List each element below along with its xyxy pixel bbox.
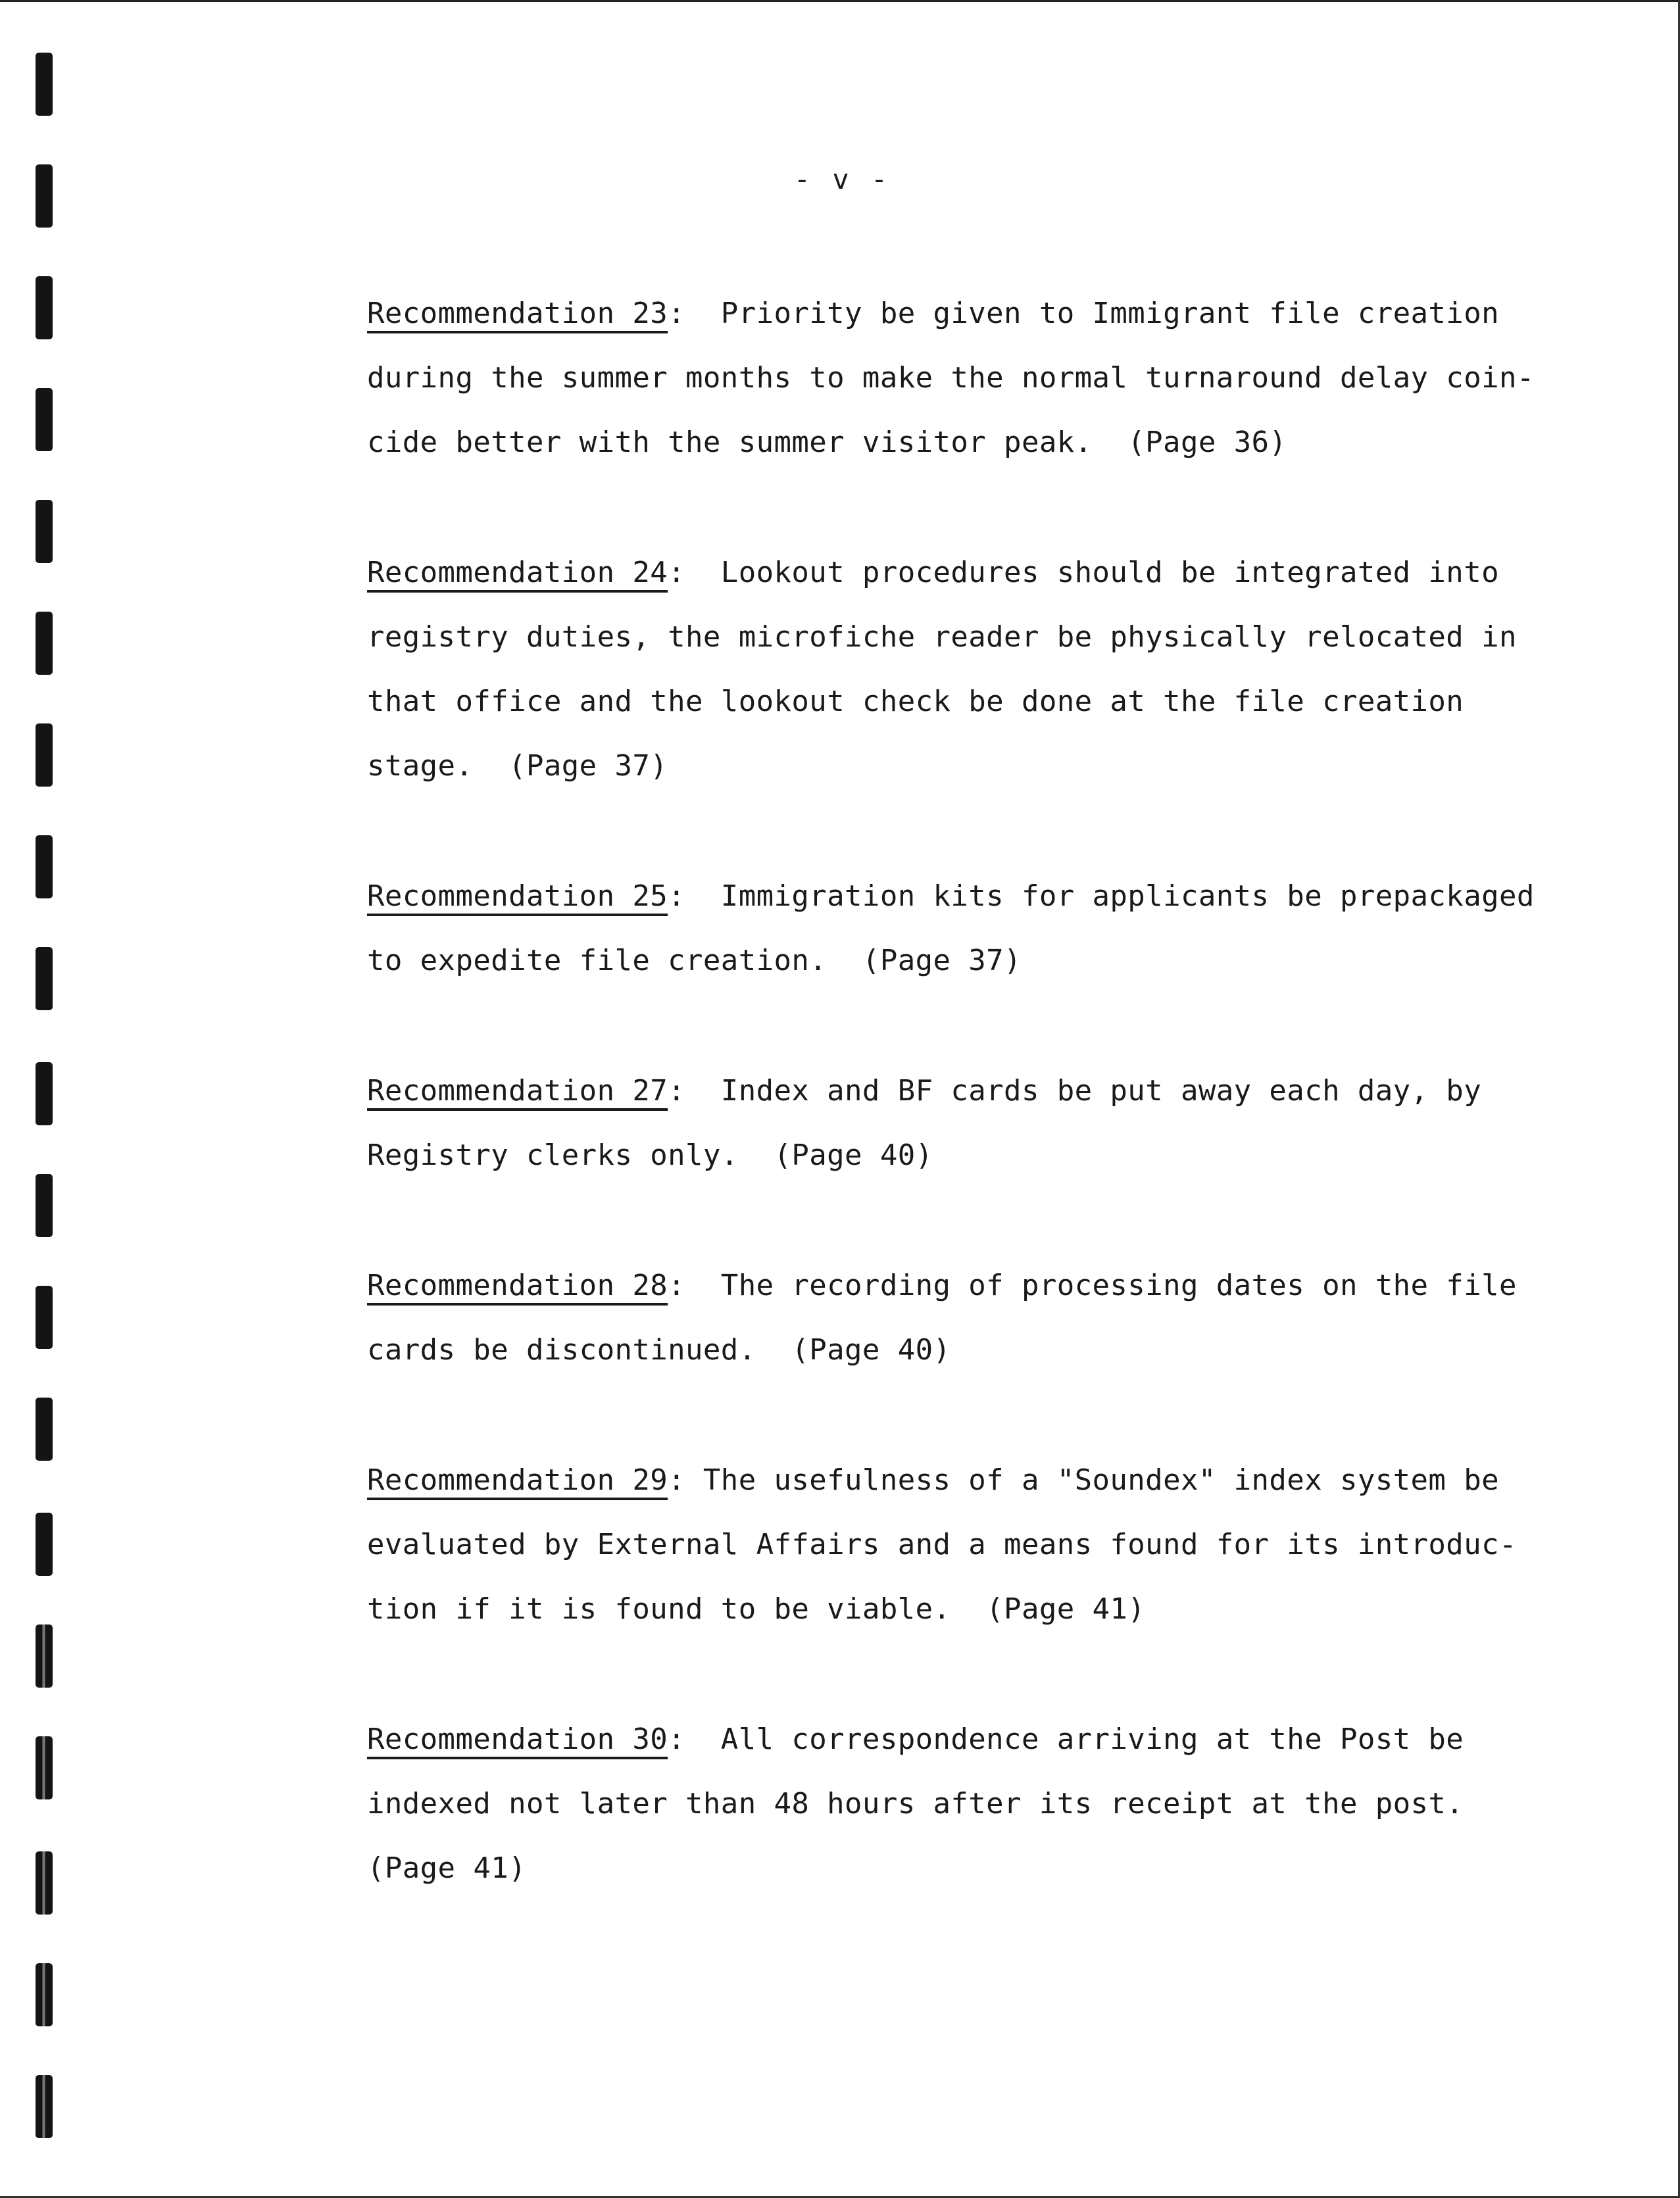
recommendation-text: stage. (Page 37) (367, 749, 668, 783)
recommendations-list (367, 281, 1535, 1966)
recommendation-first-line (367, 1448, 1499, 1513)
recommendation-24 (367, 541, 1517, 798)
binder-hole (36, 1624, 53, 1688)
binder-hole (36, 835, 53, 898)
recommendation-23 (367, 281, 1535, 475)
recommendation-first-line (367, 864, 1535, 929)
recommendation-text: (Page 41) (367, 1851, 527, 1885)
binder-hole (36, 1062, 53, 1125)
recommendation-first-line (367, 541, 1499, 605)
binder-hole (36, 1851, 53, 1915)
binder-hole (36, 276, 53, 339)
recommendation-first-line (367, 1707, 1464, 1772)
recommendation-text: that office and the lookout check be done at the file creation (367, 685, 1464, 718)
recommendation-29 (367, 1448, 1517, 1642)
binder-hole (36, 500, 53, 563)
recommendation-text: : Immigration kits for applicants be prepackaged (668, 879, 1535, 913)
recommendation-text: cards be discontinued. (Page 40) (367, 1333, 951, 1367)
recommendation-text: : The usefulness of a "Soundex" index system be (668, 1463, 1499, 1497)
recommendation-text: tion if it is found to be viable. (Page 41) (367, 1592, 1146, 1626)
recommendation-first-line (367, 281, 1499, 346)
recommendation-text: Registry clerks only. (Page 40) (367, 1138, 933, 1172)
recommendation-text: during the summer months to make the normal turnaround delay coin- (367, 361, 1535, 395)
binder-hole (36, 947, 53, 1010)
binder-hole (36, 1963, 53, 2026)
binder-hole (36, 164, 53, 228)
recommendation-first-line (367, 1059, 1482, 1123)
binder-hole (36, 53, 53, 116)
binder-hole (36, 1736, 53, 1799)
recommendation-28 (367, 1254, 1517, 1382)
binder-hole (36, 2075, 53, 2138)
binder-holes (29, 0, 62, 2198)
recommendation-text: : All correspondence arriving at the Post be (668, 1722, 1464, 1756)
recommendation-label: Recommendation 27 (367, 1074, 668, 1108)
recommendation-25 (367, 864, 1535, 993)
recommendation-text: : Priority be given to Immigrant file creation (668, 297, 1499, 330)
recommendation-text: indexed not later than 48 hours after its receipt at the post. (367, 1787, 1464, 1820)
recommendation-label: Recommendation 28 (367, 1269, 668, 1302)
page-edge-top (0, 0, 1680, 2)
page-number: - v - (793, 163, 891, 195)
recommendation-text: evaluated by External Affairs and a means found for its introduc- (367, 1528, 1517, 1561)
recommendation-text: to expedite file creation. (Page 37) (367, 944, 1022, 977)
recommendation-27 (367, 1059, 1482, 1188)
recommendation-label: Recommendation 29 (367, 1463, 668, 1497)
recommendation-label: Recommendation 23 (367, 297, 668, 330)
recommendation-text: cide better with the summer visitor peak. (Page 36) (367, 426, 1287, 459)
binder-hole (36, 723, 53, 787)
recommendation-30 (367, 1707, 1464, 1901)
binder-hole (36, 388, 53, 451)
recommendation-text: : Lookout procedures should be integrated into (668, 556, 1499, 589)
recommendation-label: Recommendation 24 (367, 556, 668, 589)
recommendation-text: : The recording of processing dates on the file (668, 1269, 1517, 1302)
binder-hole (36, 1286, 53, 1349)
recommendation-first-line (367, 1254, 1517, 1318)
binder-hole (36, 1398, 53, 1461)
recommendation-label: Recommendation 25 (367, 879, 668, 913)
binder-hole (36, 612, 53, 675)
recommendation-label: Recommendation 30 (367, 1722, 668, 1756)
recommendation-text: : Index and BF cards be put away each day, by (668, 1074, 1482, 1108)
recommendation-text: registry duties, the microfiche reader be physically relocated in (367, 620, 1517, 654)
binder-hole (36, 1174, 53, 1237)
binder-hole (36, 1513, 53, 1576)
